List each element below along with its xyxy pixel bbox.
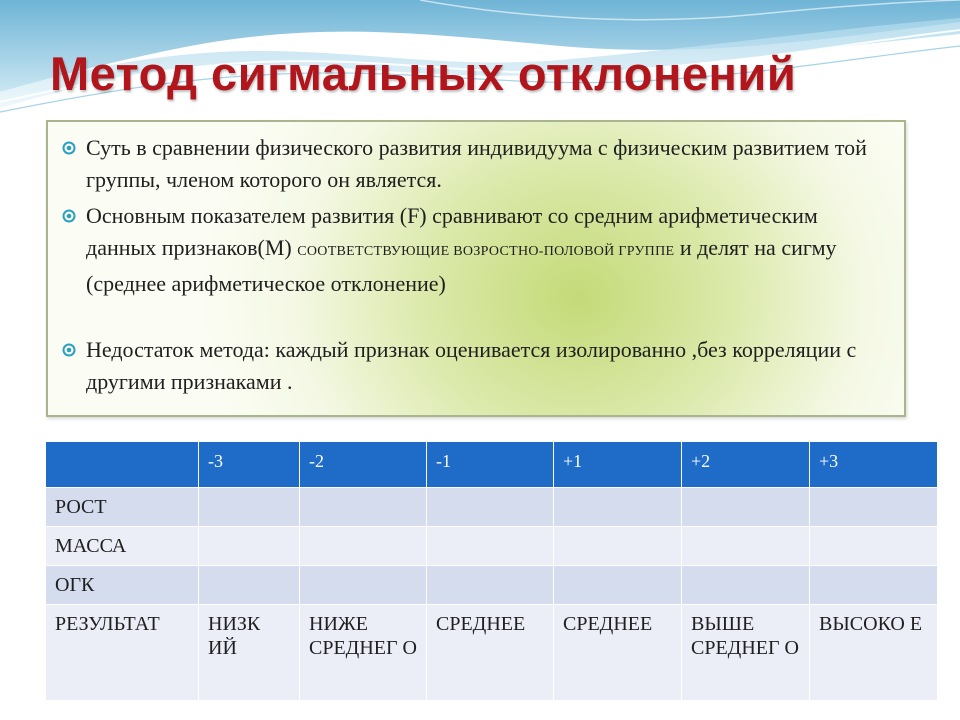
table-row — [46, 488, 938, 527]
content-box — [46, 120, 906, 417]
table-cell: СРЕДНЕЕ — [554, 605, 682, 701]
table-cell — [682, 527, 810, 566]
row-label-cell: РЕЗУЛЬТАТ — [46, 605, 199, 701]
table-cell: ВЫШЕ СРЕДНЕГ О — [682, 605, 810, 701]
circle-bullet-icon — [62, 209, 76, 223]
table-cell — [682, 566, 810, 605]
table-cell: СРЕДНЕЕ — [427, 605, 554, 701]
table-cell: НИЖЕ СРЕДНЕГ О — [300, 605, 427, 701]
table-header-cell: -3 — [199, 442, 300, 488]
table-cell — [554, 488, 682, 527]
slide-title: Метод сигмальных отклонений — [50, 47, 797, 100]
bullet-text-part: и делят на сигму (среднее арифметическое отклонение) — [86, 235, 837, 296]
table-row — [46, 566, 938, 605]
bullet-text: Суть в сравнении физического развития индивидуума с физическим развитием той группы, членом которого он является. — [86, 135, 867, 192]
sigma-table — [45, 441, 938, 701]
table-row — [46, 605, 938, 701]
table-header-row — [46, 442, 938, 488]
row-label-cell: ОГК — [46, 566, 199, 605]
table-cell — [199, 566, 300, 605]
circle-bullet-icon — [62, 343, 76, 357]
row-label-cell: РОСТ — [46, 488, 199, 527]
table-cell — [810, 566, 938, 605]
bullet-item — [62, 334, 882, 398]
table-cell — [427, 488, 554, 527]
table-cell — [554, 566, 682, 605]
table-header-cell: -2 — [300, 442, 427, 488]
table-header-cell: -1 — [427, 442, 554, 488]
row-label-cell: МАССА — [46, 527, 199, 566]
table-cell: ВЫСОКО Е — [810, 605, 938, 701]
bullet-text — [62, 200, 882, 300]
bullet-text-part: Основным показателем развития (F) сравнивают со средним арифметическим данных признаков(М) — [86, 203, 818, 260]
table-cell — [427, 527, 554, 566]
table-cell — [554, 527, 682, 566]
circle-bullet-icon — [62, 141, 76, 155]
table-header-cell: +3 — [810, 442, 938, 488]
table-cell — [810, 488, 938, 527]
table-cell: НИЗК ИЙ — [199, 605, 300, 701]
table-cell — [300, 488, 427, 527]
table-cell — [199, 527, 300, 566]
table-cell — [300, 527, 427, 566]
bullet-text-smallcaps: СООТВЕТСТВУЮЩИЕ ВОЗРОСТНО-ПОЛОВОЙ ГРУППЕ — [297, 244, 675, 259]
table-header-cell: +2 — [682, 442, 810, 488]
table-cell — [300, 566, 427, 605]
table-cell — [682, 488, 810, 527]
table-cell — [427, 566, 554, 605]
table-header-cell — [46, 442, 199, 488]
bullet-item — [62, 200, 882, 300]
table-row — [46, 527, 938, 566]
bullet-text: Недостаток метода: каждый признак оценивается изолированно ,без корреляции с другими признаками . — [86, 337, 857, 394]
table-cell — [810, 527, 938, 566]
table-header-cell: +1 — [554, 442, 682, 488]
bullet-item — [62, 132, 882, 196]
table-cell — [199, 488, 300, 527]
